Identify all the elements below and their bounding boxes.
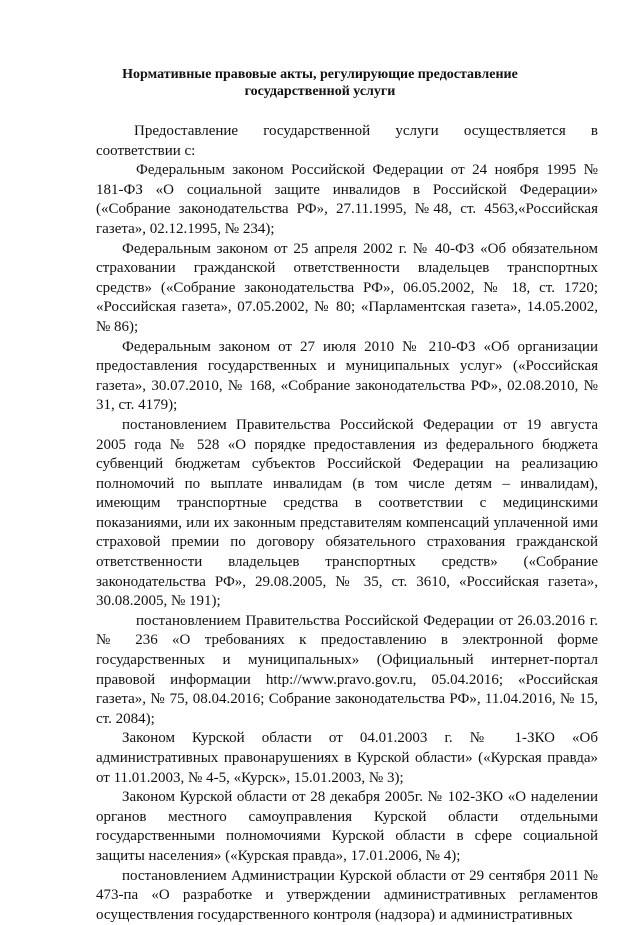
- intro-paragraph: Предоставление государственной услуги осуществляется в соответствии с:: [96, 123, 598, 159]
- resolution-paragraph-528: постановлением Правительства Российской Федерации от 19 августа 2005 года № 528 «О порядке предоставления из федерального бюджета субвенций бюджетам субъектов Российской Федерации на реализацию полномочий по выплате инвалидам (в том числе детям – инвалидам), имеющим транспортные средства в соответствии с медицинскими показаниями, или их законным представителям компенсаций уплаченной ими страховой премии по договору обязательного страхования гражданской ответственности владельцев транспортных средств» («Собрание законодательства РФ», 29.08.2005, № 35, ст. 3610, «Российская газета», 30.08.2005, № 191);: [96, 416, 598, 610]
- title-line-2: государственной услуги: [244, 84, 396, 99]
- resolution-paragraph-236: постановлением Правительства Российской Федерации от 26.03.2016 г. № 236 «О требованиях к предоставлению в электронной форме государственных и муниципальных» (Официальный интернет-портал правовой информации http://www.pravo.gov.ru, 05.04.2016; «Российская газета», № 75, 08.04.2016; Собрание законодательства РФ», 11.04.2016, № 15, ст. 2084);: [96, 612, 598, 727]
- law-paragraph-fz-210: Федеральным законом от 27 июля 2010 № 210-ФЗ «Об организации предоставления государственных и муниципальных услуг» («Российская газета», 30.07.2010, № 168, «Собрание законодательства РФ», 02.08.2010, № 31, ст. 4179);: [96, 338, 598, 414]
- document-body: [96, 122, 598, 925]
- law-paragraph-fz-40: Федеральным законом от 25 апреля 2002 г. № 40-ФЗ «Об обязательном страховании гражданской ответственности владельцев транспортных средств» («Собрание законодательства РФ», 06.05.2002, № 18, ст. 1720; «Российская газета», 07.05.2002, № 80; «Парламентская газета», 14.05.2002, № 86);: [96, 240, 598, 335]
- administration-resolution-paragraph-473: постановлением Администрации Курской области от 29 сентября 2011 № 473-па «О разработке и утверждении административных регламентов осуществления государственного контроля (надзора) и административных: [96, 867, 598, 923]
- document-title: [100, 66, 540, 100]
- title-line-1: Нормативные правовые акты, регулирующие предоставление: [122, 67, 518, 82]
- law-paragraph-fz-181: Федеральным законом Российской Федерации от 24 ноября 1995 № 181-ФЗ «О социальной защите инвалидов в Российской Федерации» («Собрание законодательства РФ», 27.11.1995, №48, ст. 4563,«Российская газета», 02.12.1995, № 234);: [96, 162, 598, 237]
- regional-law-paragraph-102-zko: Законом Курской области от 28 декабря 2005г. № 102-ЗКО «О наделении органов местного самоуправления Курской области отдельными государственными полномочиями Курской области в сфере социальной защиты населения» («Курская правда», 17.01.2006, № 4);: [96, 789, 598, 864]
- regional-law-paragraph-1-zko: Законом Курской области от 04.01.2003 г. № 1-ЗКО «Об административных правонарушениях в Курской области» («Курская правда» от 11.01.2003, № 4-5, «Курск», 15.01.2003, № 3);: [96, 730, 598, 786]
